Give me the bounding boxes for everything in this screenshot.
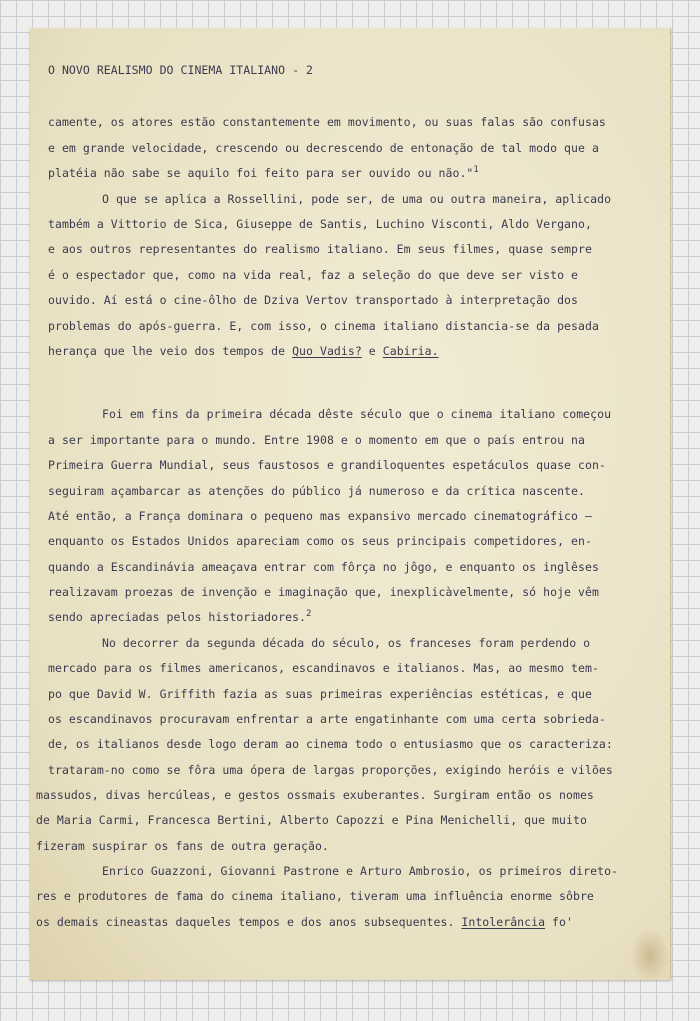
line-text: de Maria Carmi, Francesca Bertini, Alberto Capozzi e Pina Menichelli, que muito (36, 813, 587, 827)
line-text: os escandinavos procuravam enfrentar a arte engatinhante com uma certa sobrieda- (48, 712, 606, 726)
line-text: Primeira Guerra Mundial, seus faustosos e grandiloquentes espetáculos quase con- (48, 458, 606, 472)
text-line (48, 116, 606, 129)
line-text: enquanto os Estados Unidos apareciam como os seus principais competidores, en- (48, 534, 592, 548)
text-line (48, 485, 585, 498)
line-text: O que se aplica a Rossellini, pode ser, de uma ou outra maneira, aplicado (102, 192, 612, 206)
text-line (48, 459, 606, 472)
line-text: também a Vittorio de Sica, Giuseppe de Santis, Luchino Visconti, Aldo Vergano, (48, 217, 592, 231)
line-text: seguiram açambarcar as atenções do público já numeroso e da crítica nascente. (48, 484, 585, 498)
text-line (48, 764, 613, 777)
line-text: res e produtores de fama do cinema italiano, tiveram uma influência enorme sôbre (36, 889, 594, 903)
line-text: herança que lhe veio dos tempos de (48, 344, 293, 358)
footnote-marker: 2 (306, 609, 312, 619)
text-line (48, 218, 592, 231)
text-line (48, 510, 592, 523)
line-text: realizavam proezas de invenção e imaginação que, inexplicàvelmente, só hoje vêm (48, 585, 599, 599)
text-line (48, 167, 479, 182)
water-stain (630, 928, 670, 983)
line-text: Até então, a França dominara o pequeno mas expansivo mercado cinematográfico — (48, 509, 592, 523)
underlined-title: Quo Vadis? (292, 344, 362, 358)
text-line (48, 586, 599, 599)
text-line (48, 345, 439, 358)
line-text: os demais cineastas daqueles tempos e dos anos subsequentes. (36, 915, 462, 929)
line-text: quando a Escandinávia ameaçava entrar com fôrça no jôgo, e enquanto os inglêses (48, 560, 599, 574)
text-line (48, 142, 599, 155)
footnote-marker: 1 (473, 165, 479, 175)
text-line (36, 916, 573, 929)
text-line (48, 535, 592, 548)
line-text: e aos outros representantes do realismo italiano. Em seus filmes, quase sempre (48, 242, 592, 256)
line-text: No decorrer da segunda década do século, os franceses foram perdendo o (102, 636, 591, 650)
underlined-title: Cabiria. (382, 344, 439, 358)
text-line (48, 662, 599, 675)
line-text: Foi em fins da primeira década dêste século que o cinema italiano começou (102, 407, 612, 421)
line-text: problemas do após-guerra. E, com isso, o cinema italiano distancia-se da pesada (48, 319, 599, 333)
line-text: ouvido. Aí está o cine-ôlho de Dziva Vertov transportado à interpretação dos (48, 293, 578, 307)
text-line (48, 294, 578, 307)
text-line (102, 408, 611, 421)
text-line (102, 193, 611, 206)
line-text: de, os italianos desde logo deram ao cinema todo o entusiasmo que os caracteriza: (48, 737, 613, 751)
line-text: fizeram suspirar os fans de outra geração. (36, 839, 329, 853)
line-text: e em grande velocidade, crescendo ou decrescendo de entonação de tal modo que a (48, 141, 599, 155)
line-text: trataram-no como se fôra uma ópera de largas proporções, exigindo heróis e vilões (48, 763, 613, 777)
line-text: camente, os atores estão constantemente em movimento, ou suas falas são confusas (48, 115, 606, 129)
text-line (102, 637, 590, 650)
text-line (48, 611, 312, 626)
page-header: O NOVO REALISMO DO CINEMA ITALIANO - 2 (48, 63, 313, 77)
line-text: massudos, divas hercúleas, e gestos ossmais exuberantes. Surgiram então os nomes (36, 788, 594, 802)
text-line (36, 890, 594, 903)
text-line (48, 269, 578, 282)
line-text: a ser importante para o mundo. Entre 1908 e o momento em que o país entrou na (48, 433, 585, 447)
text-line (48, 561, 599, 574)
text-line (48, 243, 592, 256)
underlined-title: Intolerância (461, 915, 546, 929)
line-text: é o espectador que, como na vida real, faz a seleção do que deve ser visto e (48, 268, 578, 282)
line-text: mercado para os filmes americanos, escandinavos e italianos. Mas, ao mesmo tem- (48, 661, 599, 675)
text-line (48, 738, 613, 751)
line-text: Enrico Guazzoni, Giovanni Pastrone e Arturo Ambrosio, os primeiros direto- (102, 864, 619, 878)
text-line (36, 814, 587, 827)
line-text: sendo apreciadas pelos historiadores. (48, 610, 307, 624)
line-text: fo' (545, 915, 573, 929)
text-line (48, 434, 585, 447)
line-text: platéia não sabe se aquilo foi feito para ser ouvido ou não." (48, 166, 474, 180)
text-line (48, 688, 592, 701)
text-line (36, 789, 594, 802)
text-line (48, 713, 606, 726)
text-line (36, 840, 329, 853)
line-text: e (361, 344, 383, 358)
line-text: po que David W. Griffith fazia as suas primeiras experiências estéticas, e que (48, 687, 592, 701)
text-line (102, 865, 618, 878)
text-line (48, 320, 599, 333)
